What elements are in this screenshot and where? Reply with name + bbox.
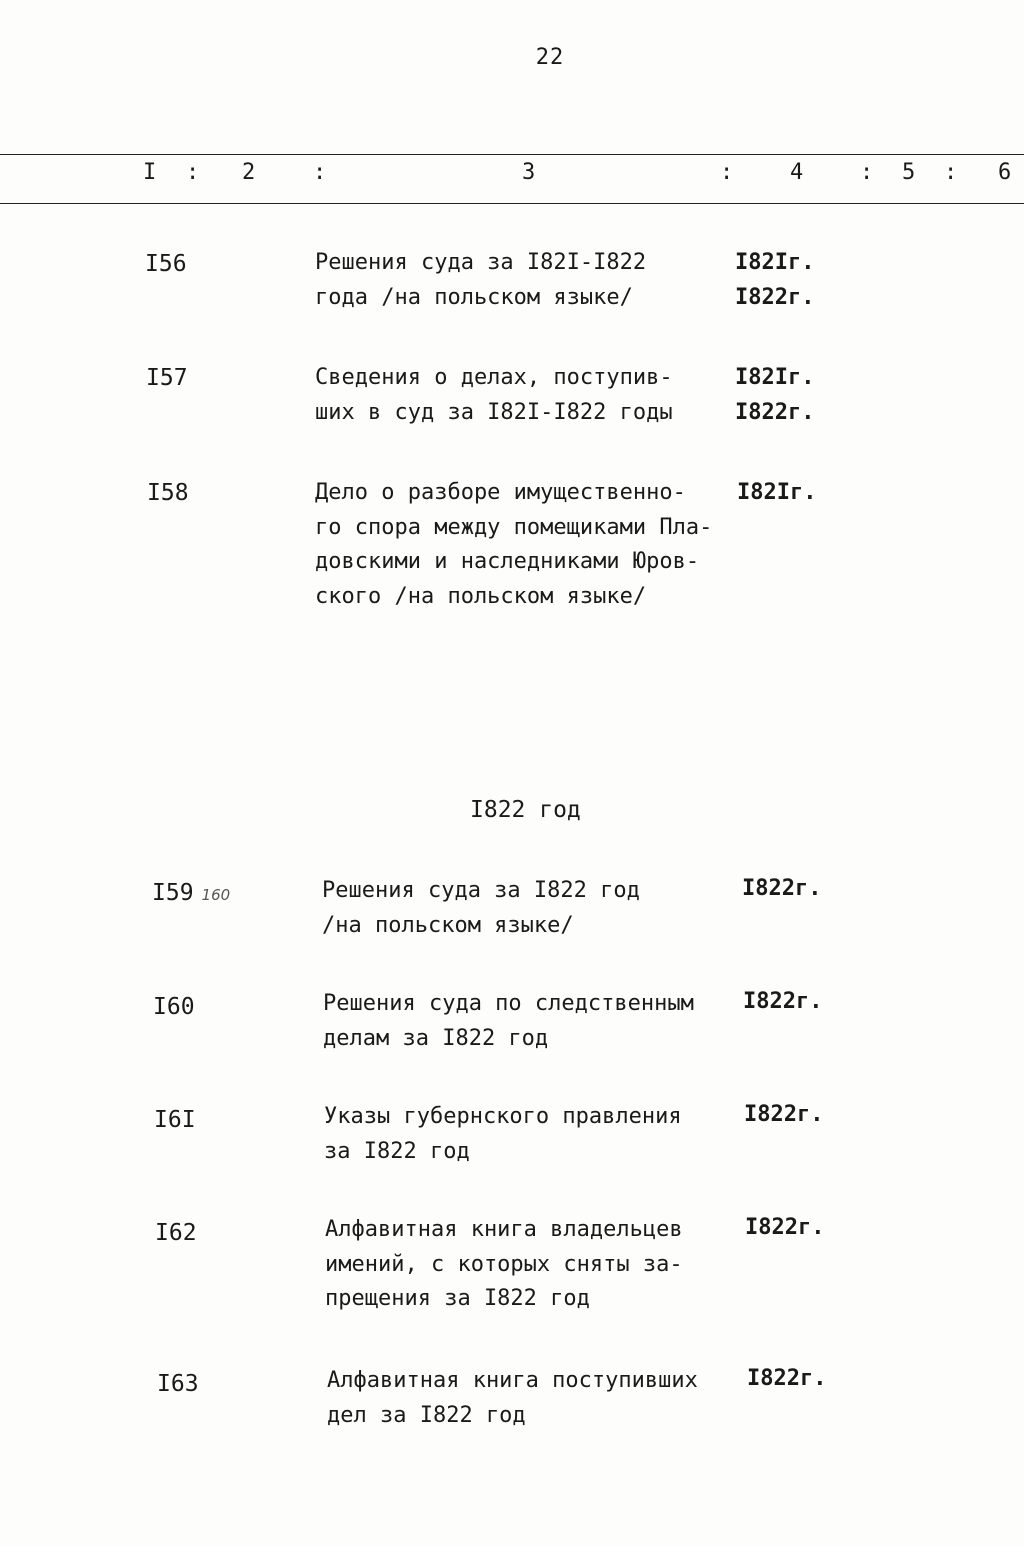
header-top-rule — [0, 154, 1024, 155]
entry-dates — [737, 476, 816, 511]
page-number: 22 — [535, 45, 565, 70]
entry-dates — [735, 246, 814, 315]
entry-date: I82Iг. — [735, 365, 815, 390]
entry-title-line: имений, с которых сняты за- — [325, 1251, 683, 1277]
header-bottom-rule — [0, 203, 1024, 204]
entry-dates — [735, 361, 814, 430]
entry-title-line: дел за I822 год — [327, 1402, 526, 1428]
entry-dates — [742, 872, 821, 907]
column-separator: : — [860, 160, 874, 185]
entry-title-line: делам за I822 год — [323, 1025, 549, 1051]
entry-number: I63 — [157, 1371, 199, 1397]
entry-title — [315, 246, 735, 315]
entry-date: I822г. — [735, 284, 815, 310]
entry-number: I62 — [155, 1220, 197, 1246]
column-header-6: 6 — [998, 160, 1012, 185]
entry-date: I82Iг. — [735, 250, 815, 275]
entry-date: I822г. — [742, 876, 822, 901]
entry-date: I822г. — [745, 1215, 825, 1240]
entry-title-line: Указы губернского правления — [324, 1104, 682, 1129]
entry-number: I56 — [145, 251, 187, 277]
entry-date: I822г. — [744, 1102, 824, 1127]
entry-number: I57 — [146, 365, 188, 391]
entry-title-line: Сведения о делах, поступив- — [315, 365, 673, 390]
entry-number-text: I59 — [152, 880, 194, 906]
entry-title-line: ского /на польском языке/ — [315, 583, 647, 609]
entry-number: I60 — [153, 994, 195, 1020]
entry-dates — [745, 1211, 824, 1246]
column-separator: : — [313, 160, 327, 185]
column-header-2: 2 — [242, 160, 256, 185]
entry-title-line: ших в суд за I82I-I822 годы — [315, 399, 673, 425]
column-header-3: 3 — [522, 160, 536, 185]
entry-title-line: /на польском языке/ — [322, 912, 574, 938]
entry-date: I822г. — [735, 399, 815, 425]
entry-number: I6I — [154, 1107, 196, 1133]
entry-title — [315, 476, 735, 614]
entry-title — [315, 361, 735, 430]
entry-date: I822г. — [743, 989, 823, 1014]
entry-title-line: года /на польском языке/ — [315, 284, 633, 310]
handwritten-annotation: 160 — [201, 886, 231, 904]
entry-title-line: Решения суда за I822 год — [322, 878, 640, 903]
entry-title-line: за I822 год — [324, 1138, 470, 1164]
entry-number: I58 — [147, 480, 189, 506]
entry-title — [323, 987, 743, 1056]
entry-title-line: Решения суда по следственным — [323, 991, 694, 1016]
column-separator: : — [186, 160, 200, 185]
entry-title-line: Алфавитная книга поступивших — [327, 1368, 698, 1393]
entry-title-line: довскими и наследниками Юров- — [315, 549, 700, 574]
entry-title-line: Решения суда за I82I-I822 — [315, 250, 647, 275]
entry-date: I822г. — [747, 1366, 827, 1391]
entry-dates — [747, 1362, 826, 1397]
column-separator: : — [944, 160, 958, 185]
column-separator: : — [720, 160, 734, 185]
entry-dates — [743, 985, 822, 1020]
entry-title-line: Дело о разборе имущественно- — [315, 480, 686, 505]
column-header-1: I — [143, 160, 157, 185]
section-heading-1822: I822 год — [470, 797, 581, 823]
entry-number — [152, 880, 230, 906]
entry-title — [327, 1364, 747, 1433]
column-header-4: 4 — [790, 160, 804, 185]
entry-title-line: прещения за I822 год — [325, 1286, 590, 1311]
entry-title-line: го спора между помещиками Пла- — [315, 514, 713, 540]
entry-title — [324, 1100, 744, 1169]
entry-date: I82Iг. — [737, 480, 817, 505]
entry-title — [322, 874, 742, 943]
entry-title — [325, 1213, 745, 1317]
entry-dates — [744, 1098, 823, 1133]
column-header-5: 5 — [902, 160, 916, 185]
entry-title-line: Алфавитная книга владельцев — [325, 1217, 683, 1242]
